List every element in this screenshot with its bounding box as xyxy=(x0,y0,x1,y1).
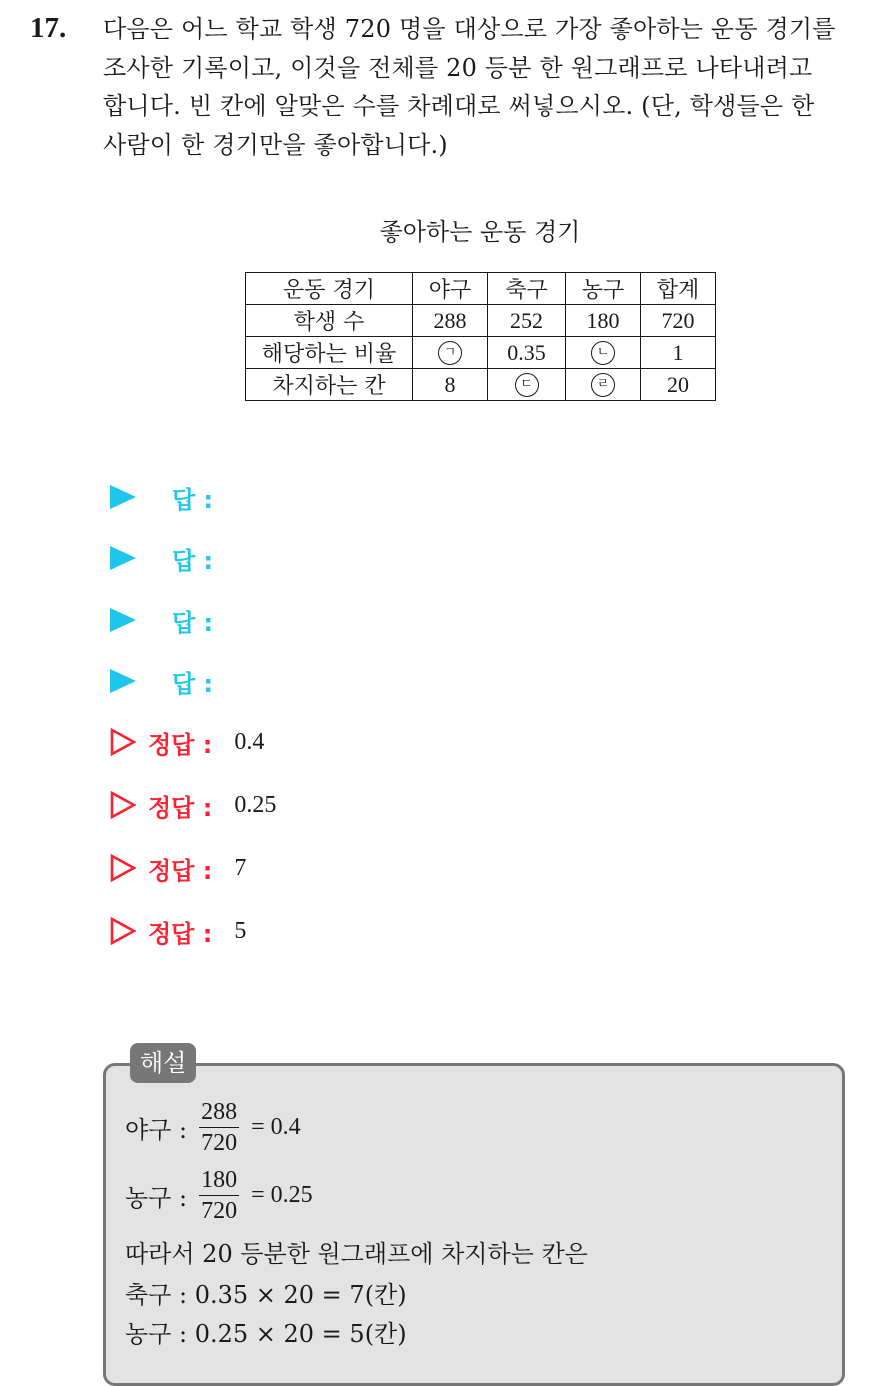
header-cell: 운동 경기 xyxy=(246,273,413,305)
table-cell: 8 xyxy=(413,369,488,401)
solution-soccer-line: 축구 : 0.35 × 20 = 7(칸) xyxy=(125,1281,407,1309)
table-cell: 252 xyxy=(488,305,566,337)
blank-cell xyxy=(566,369,641,401)
answer-key-value: 0.25 xyxy=(234,791,277,818)
solution-baseball-result: = 0.4 xyxy=(251,1114,301,1140)
answer-key-row xyxy=(110,722,264,762)
blank-mark-a: ㄱ xyxy=(438,341,462,365)
outline-triangle-icon xyxy=(110,728,136,756)
basketball-fraction xyxy=(199,1165,239,1226)
answer-key-value: 5 xyxy=(234,917,247,944)
answer-key-value: 0.4 xyxy=(234,728,265,755)
outline-triangle-icon xyxy=(110,854,136,882)
table-header-row xyxy=(246,273,716,305)
table-row xyxy=(246,305,716,337)
answer-key-row xyxy=(110,848,246,888)
table-row xyxy=(246,369,716,401)
header-cell: 농구 xyxy=(566,273,641,305)
row-label: 차지하는 칸 xyxy=(246,369,413,401)
answer-key-label: 정답 : xyxy=(148,919,213,948)
answer-key-label: 정답 : xyxy=(148,793,213,822)
header-cell: 야구 xyxy=(413,273,488,305)
fraction-numerator: 180 xyxy=(201,1167,238,1193)
play-triangle-icon xyxy=(110,546,136,570)
fraction-numerator: 288 xyxy=(201,1099,238,1125)
row-label: 학생 수 xyxy=(246,305,413,337)
solution-baseball-label: 야구 : xyxy=(125,1116,188,1144)
solution-baseball-line xyxy=(125,1097,301,1158)
table-cell: 0.35 xyxy=(488,337,566,369)
question-number: 17. xyxy=(30,12,67,44)
baseball-fraction xyxy=(199,1097,239,1158)
answer-label: 답 : xyxy=(172,546,214,575)
table-cell: 180 xyxy=(566,305,641,337)
solution-basketball-label: 농구 : xyxy=(125,1184,188,1212)
answer-label: 답 : xyxy=(172,669,214,698)
table-cell: 288 xyxy=(413,305,488,337)
fraction-denominator: 720 xyxy=(201,1130,238,1156)
blank-mark-c: ㄷ xyxy=(515,373,539,397)
question-line: 합니다. 빈 칸에 알맞은 수를 차례대로 써넣으시오. (단, 학생들은 한 xyxy=(103,92,815,120)
answer-key-value: 7 xyxy=(234,854,247,881)
solution-basketball-cells-line: 농구 : 0.25 × 20 = 5(칸) xyxy=(125,1320,407,1348)
table-cell: 720 xyxy=(641,305,716,337)
answer-key-label: 정답 : xyxy=(148,856,213,885)
answer-key-label: 정답 : xyxy=(148,730,213,759)
play-triangle-icon xyxy=(110,608,136,632)
question-line: 다음은 어느 학교 학생 720 명을 대상으로 가장 좋아하는 운동 경기를 xyxy=(103,15,836,43)
play-triangle-icon xyxy=(110,485,136,509)
question-text xyxy=(103,10,863,164)
answer-key-row xyxy=(110,911,246,951)
table-row xyxy=(246,337,716,369)
solution-basketball-line xyxy=(125,1165,313,1226)
answer-row xyxy=(110,477,213,517)
blank-mark-d: ㄹ xyxy=(591,373,615,397)
question-line: 조사한 기록이고, 이것을 전체를 20 등분 한 원그래프로 나타내려고 xyxy=(103,53,813,82)
sports-table xyxy=(245,272,716,401)
play-triangle-icon xyxy=(110,669,136,693)
answer-row xyxy=(110,538,213,578)
blank-mark-b: ㄴ xyxy=(591,341,615,365)
answer-row xyxy=(110,600,213,640)
table-title: 좋아하는 운동 경기 xyxy=(379,218,581,246)
table-cell: 1 xyxy=(641,337,716,369)
blank-cell xyxy=(413,337,488,369)
table-cell: 20 xyxy=(641,369,716,401)
row-label: 해당하는 비율 xyxy=(246,337,413,369)
blank-cell xyxy=(566,337,641,369)
header-cell: 합계 xyxy=(641,273,716,305)
solution-text-line: 따라서 20 등분한 원그래프에 차지하는 칸은 xyxy=(125,1240,588,1268)
answer-row xyxy=(110,661,213,701)
answer-label: 답 : xyxy=(172,485,214,514)
outline-triangle-icon xyxy=(110,791,136,819)
answer-label: 답 : xyxy=(172,608,214,637)
header-cell: 축구 xyxy=(488,273,566,305)
solution-basketball-result: = 0.25 xyxy=(251,1182,313,1208)
fraction-denominator: 720 xyxy=(201,1198,238,1224)
question-line: 사람이 한 경기만을 좋아합니다.) xyxy=(103,130,448,159)
outline-triangle-icon xyxy=(110,917,136,945)
solution-tag: 해설 xyxy=(130,1043,196,1083)
answer-key-row xyxy=(110,785,276,825)
blank-cell xyxy=(488,369,566,401)
